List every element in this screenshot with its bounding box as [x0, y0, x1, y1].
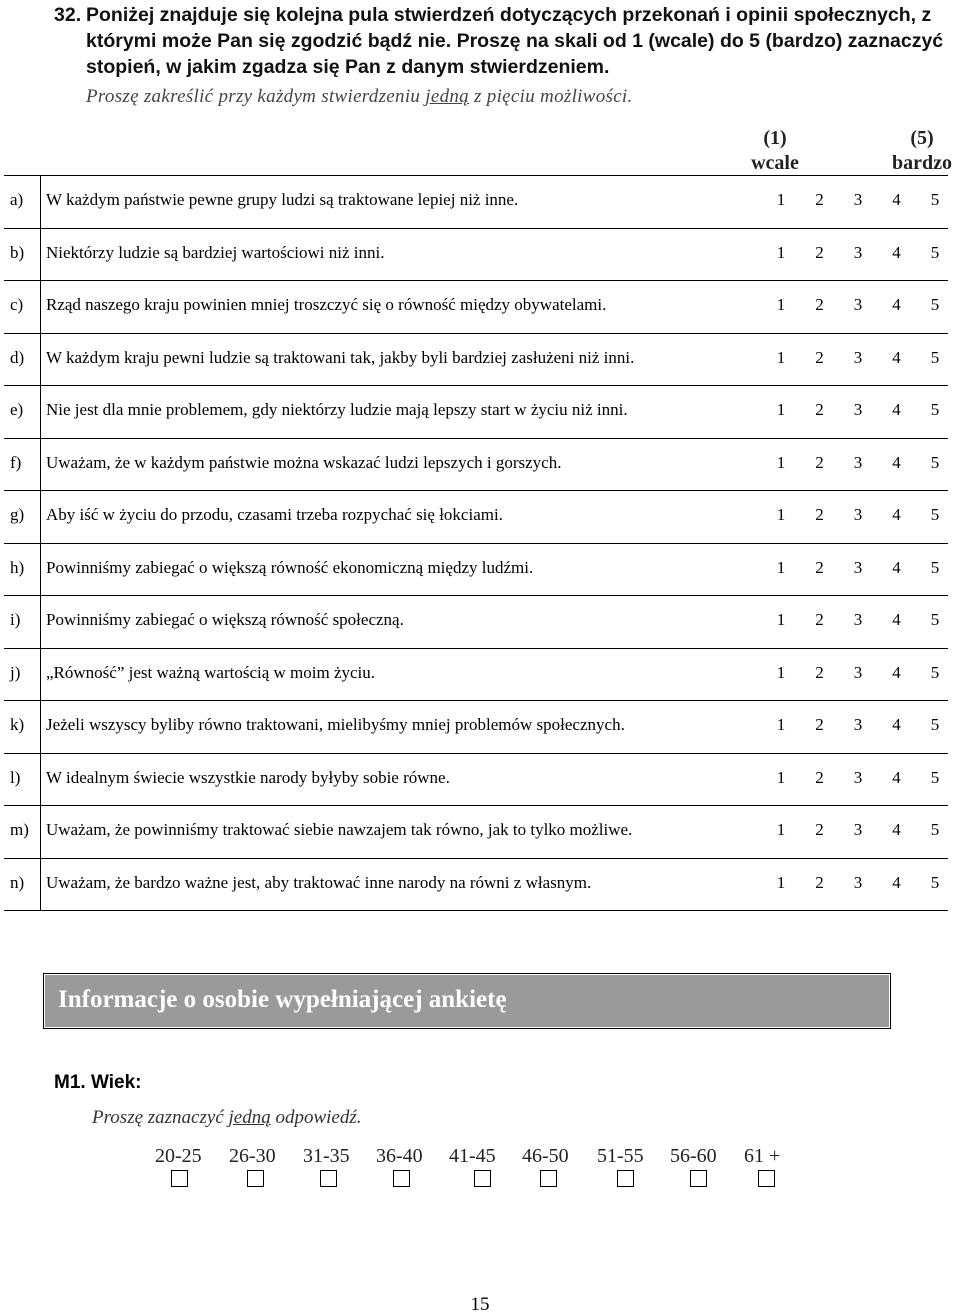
statement-text: Jeżeli wszyscy byliby równo traktowani, mielibyśmy mniej problemów społecznych. [46, 715, 625, 734]
statements-table [4, 175, 948, 911]
rating-option-5[interactable]: 5 [930, 767, 940, 787]
rating-option-5[interactable]: 5 [930, 190, 940, 209]
column-divider [40, 544, 41, 596]
age-option-label: 56-60 [670, 1145, 717, 1167]
rating-options [773, 663, 943, 683]
scale-low-header [740, 126, 810, 176]
rating-option-4[interactable]: 4 [892, 190, 901, 209]
statement-letter: c) [10, 295, 24, 314]
rating-option-1[interactable]: 1 [776, 872, 786, 892]
column-divider [40, 386, 41, 438]
instruction-text-before: Proszę zakreślić przy każdym stwierdzeniu [86, 86, 426, 107]
rating-option-2[interactable]: 2 [815, 190, 824, 209]
m1-instruction-before: Proszę zaznaczyć [92, 1107, 229, 1128]
rating-options [773, 295, 943, 315]
scale-high-label: bardzo [892, 152, 952, 174]
statement-text: Nie jest dla mnie problemem, gdy niektórzy ludzie mają lepszy start w życiu niż inni. [46, 400, 628, 419]
rating-options [773, 453, 943, 473]
statement-letter: i) [10, 610, 21, 629]
age-option-label: 46-50 [522, 1145, 569, 1167]
table-row [4, 806, 948, 859]
age-checkbox[interactable] [474, 1170, 491, 1187]
statement-text: „Równość” jest ważną wartością w moim życiu. [46, 662, 376, 682]
rating-option-5[interactable]: 5 [930, 505, 940, 524]
statement-text: Uważam, że bardzo ważne jest, aby traktować inne narody na równi z własnym. [46, 872, 592, 892]
rating-option-2[interactable]: 2 [815, 715, 824, 734]
rating-option-2[interactable]: 2 [815, 400, 824, 419]
question-instruction [86, 86, 633, 108]
column-divider [40, 491, 41, 543]
rating-option-4[interactable]: 4 [892, 557, 901, 577]
rating-option-2[interactable]: 2 [815, 767, 824, 787]
rating-option-2[interactable]: 2 [815, 610, 824, 629]
rating-option-1[interactable]: 1 [776, 400, 786, 419]
statement-letter: k) [10, 715, 25, 734]
statement-letter: m) [10, 820, 29, 839]
table-row [4, 439, 948, 492]
table-row [4, 649, 948, 702]
age-option-label: 51-55 [597, 1145, 644, 1167]
rating-options [773, 400, 943, 420]
rating-option-2[interactable]: 2 [815, 347, 824, 367]
table-row [4, 386, 948, 439]
rating-option-5[interactable]: 5 [930, 872, 940, 892]
rating-options [773, 715, 943, 735]
rating-option-5[interactable]: 5 [930, 610, 940, 629]
rating-option-4[interactable]: 4 [892, 610, 901, 629]
statement-text: W każdym państwie pewne grupy ludzi są traktowane lepiej niż inne. [46, 190, 519, 209]
table-row [4, 701, 948, 754]
rating-option-4[interactable]: 4 [892, 295, 901, 314]
rating-option-3[interactable]: 3 [853, 400, 863, 419]
rating-option-3[interactable]: 3 [853, 767, 863, 787]
rating-options [773, 190, 943, 210]
rating-option-2[interactable]: 2 [815, 295, 824, 314]
rating-option-5[interactable]: 5 [930, 662, 940, 682]
rating-option-1[interactable]: 1 [776, 715, 786, 734]
column-divider [40, 439, 41, 491]
rating-option-4[interactable]: 4 [892, 452, 901, 472]
rating-option-1[interactable]: 1 [776, 610, 786, 629]
rating-option-2[interactable]: 2 [815, 872, 824, 892]
statement-letter: j) [10, 662, 21, 682]
rating-option-4[interactable]: 4 [892, 820, 901, 839]
instruction-underlined: jedną [425, 86, 469, 107]
rating-option-1[interactable]: 1 [776, 820, 786, 839]
rating-option-4[interactable]: 4 [892, 767, 901, 787]
rating-option-3[interactable]: 3 [853, 295, 863, 314]
rating-option-3[interactable]: 3 [853, 820, 863, 839]
rating-option-3[interactable]: 3 [853, 505, 863, 524]
rating-option-3[interactable]: 3 [853, 557, 863, 577]
age-checkbox[interactable] [247, 1170, 264, 1187]
rating-option-3[interactable]: 3 [853, 242, 863, 262]
table-row [4, 281, 948, 334]
rating-option-1[interactable]: 1 [776, 505, 786, 524]
statement-text: Uważam, że w każdym państwie można wskazać ludzi lepszych i gorszych. [46, 452, 562, 472]
statement-text: Powinniśmy zabiegać o większą równość ekonomiczną między ludźmi. [46, 557, 534, 577]
age-option-label: 31-35 [303, 1145, 350, 1167]
rating-option-5[interactable]: 5 [930, 452, 940, 472]
table-row [4, 491, 948, 544]
rating-option-5[interactable]: 5 [930, 820, 940, 839]
scale-high-header [884, 126, 960, 176]
rating-option-5[interactable]: 5 [930, 347, 940, 367]
column-divider [40, 649, 41, 701]
rating-option-4[interactable]: 4 [892, 347, 901, 367]
section-header [43, 973, 891, 1029]
rating-option-2[interactable]: 2 [815, 820, 824, 839]
table-row [4, 229, 948, 282]
rating-option-1[interactable]: 1 [776, 767, 786, 787]
statement-letter: l) [10, 767, 21, 787]
rating-options [773, 558, 943, 578]
column-divider [40, 334, 41, 386]
age-checkbox[interactable] [758, 1170, 775, 1187]
rating-option-5[interactable]: 5 [930, 295, 940, 314]
statement-letter: b) [10, 242, 25, 262]
statement-text: Niektórzy ludzie są bardziej wartościowi niż inni. [46, 242, 385, 262]
rating-options [773, 768, 943, 788]
rating-option-3[interactable]: 3 [853, 190, 863, 209]
column-divider [40, 806, 41, 858]
column-divider [40, 229, 41, 281]
statement-text: Aby iść w życiu do przodu, czasami trzeba rozpychać się łokciami. [46, 505, 503, 524]
rating-options [773, 505, 943, 525]
m1-instruction-underlined: jedną [228, 1107, 271, 1128]
column-divider [40, 281, 41, 333]
rating-option-1[interactable]: 1 [776, 662, 786, 682]
statement-letter: d) [10, 347, 25, 367]
rating-option-2[interactable]: 2 [815, 452, 824, 472]
rating-option-5[interactable]: 5 [930, 242, 940, 262]
age-checkbox[interactable] [320, 1170, 337, 1187]
rating-option-3[interactable]: 3 [853, 452, 863, 472]
rating-options [773, 348, 943, 368]
scale-low-label: wcale [751, 152, 799, 174]
rating-option-3[interactable]: 3 [853, 715, 863, 734]
table-row [4, 544, 948, 597]
column-divider [40, 754, 41, 806]
rating-options [773, 610, 943, 630]
age-option-label: 36-40 [376, 1145, 423, 1167]
instruction-text-after: z pięciu możliwości. [468, 86, 633, 107]
table-row [4, 596, 948, 649]
rating-option-2[interactable]: 2 [815, 557, 824, 577]
rating-option-2[interactable]: 2 [815, 662, 824, 682]
statement-text: Rząd naszego kraju powinien mniej troszczyć się o równość między obywatelami. [46, 295, 607, 314]
m1-instruction-after: odpowiedź. [270, 1107, 362, 1128]
column-divider [40, 701, 41, 753]
age-checkbox[interactable] [393, 1170, 410, 1187]
age-option-label: 20-25 [155, 1145, 202, 1167]
rating-option-3[interactable]: 3 [853, 610, 863, 629]
page-number: 15 [470, 1294, 490, 1315]
statement-letter: a) [10, 190, 24, 209]
statement-text: W idealnym świecie wszystkie narody byłyby sobie równe. [46, 767, 450, 787]
rating-option-1[interactable]: 1 [776, 347, 786, 367]
column-divider [40, 859, 41, 911]
age-option-label: 41-45 [449, 1145, 496, 1167]
statement-letter: g) [10, 505, 25, 524]
statement-letter: n) [10, 872, 25, 892]
rating-option-4[interactable]: 4 [892, 872, 901, 892]
age-option-label: 26-30 [229, 1145, 276, 1167]
statement-text: W każdym kraju pewni ludzie są traktowani tak, jakby byli bardziej zasłużeni niż inni. [46, 347, 635, 367]
rating-option-1[interactable]: 1 [776, 452, 786, 472]
table-row [4, 754, 948, 807]
question-text: Poniżej znajduje się kolejna pula stwierdzeń dotyczących przekonań i opinii społecznych, z którymi może Pan się zgodzić bądź nie. Proszę na skali od 1 (wcale) do 5 (bardzo) zaznaczyć stopień, w jakim zgadza się Pan z danym stwierdzeniem. [86, 4, 944, 78]
statement-letter: f) [10, 452, 22, 472]
question-header [54, 2, 944, 80]
section-title: Informacje o osobie wypełniającej ankietę [58, 986, 507, 1013]
rating-option-1[interactable]: 1 [776, 295, 786, 314]
age-checkbox[interactable] [690, 1170, 707, 1187]
question-number: 32. [54, 4, 82, 26]
table-row [4, 859, 948, 912]
rating-option-4[interactable]: 4 [892, 662, 901, 682]
rating-option-2[interactable]: 2 [815, 505, 824, 524]
age-option-label: 61 + [744, 1145, 781, 1167]
rating-option-3[interactable]: 3 [853, 347, 863, 367]
rating-options [773, 243, 943, 263]
scale-low-number: (1) [763, 127, 787, 149]
m1-question-title: M1. Wiek: [54, 1072, 142, 1093]
age-checkbox[interactable] [171, 1170, 188, 1187]
rating-option-5[interactable]: 5 [930, 715, 940, 734]
rating-option-3[interactable]: 3 [853, 872, 863, 892]
rating-option-4[interactable]: 4 [892, 242, 901, 262]
rating-option-1[interactable]: 1 [776, 557, 786, 577]
statement-letter: h) [10, 557, 25, 577]
statement-text: Powinniśmy zabiegać o większą równość społeczną. [46, 610, 404, 629]
rating-options [773, 873, 943, 893]
rating-option-1[interactable]: 1 [776, 190, 786, 209]
rating-option-3[interactable]: 3 [853, 662, 863, 682]
rating-option-5[interactable]: 5 [930, 400, 940, 419]
scale-high-number: (5) [910, 127, 934, 149]
statement-text: Uważam, że powinniśmy traktować siebie nawzajem tak równo, jak to tylko możliwe. [46, 820, 633, 839]
rating-option-1[interactable]: 1 [776, 242, 786, 262]
statement-letter: e) [10, 400, 24, 419]
rating-options [773, 820, 943, 840]
table-row [4, 175, 948, 229]
rating-option-4[interactable]: 4 [892, 400, 901, 419]
rating-option-4[interactable]: 4 [892, 505, 901, 524]
age-checkbox[interactable] [540, 1170, 557, 1187]
column-divider [40, 596, 41, 648]
rating-option-2[interactable]: 2 [815, 242, 824, 262]
age-checkbox[interactable] [617, 1170, 634, 1187]
table-row [4, 334, 948, 387]
m1-instruction [92, 1107, 362, 1129]
rating-option-4[interactable]: 4 [892, 715, 901, 734]
column-divider [40, 176, 41, 228]
rating-option-5[interactable]: 5 [930, 557, 940, 577]
